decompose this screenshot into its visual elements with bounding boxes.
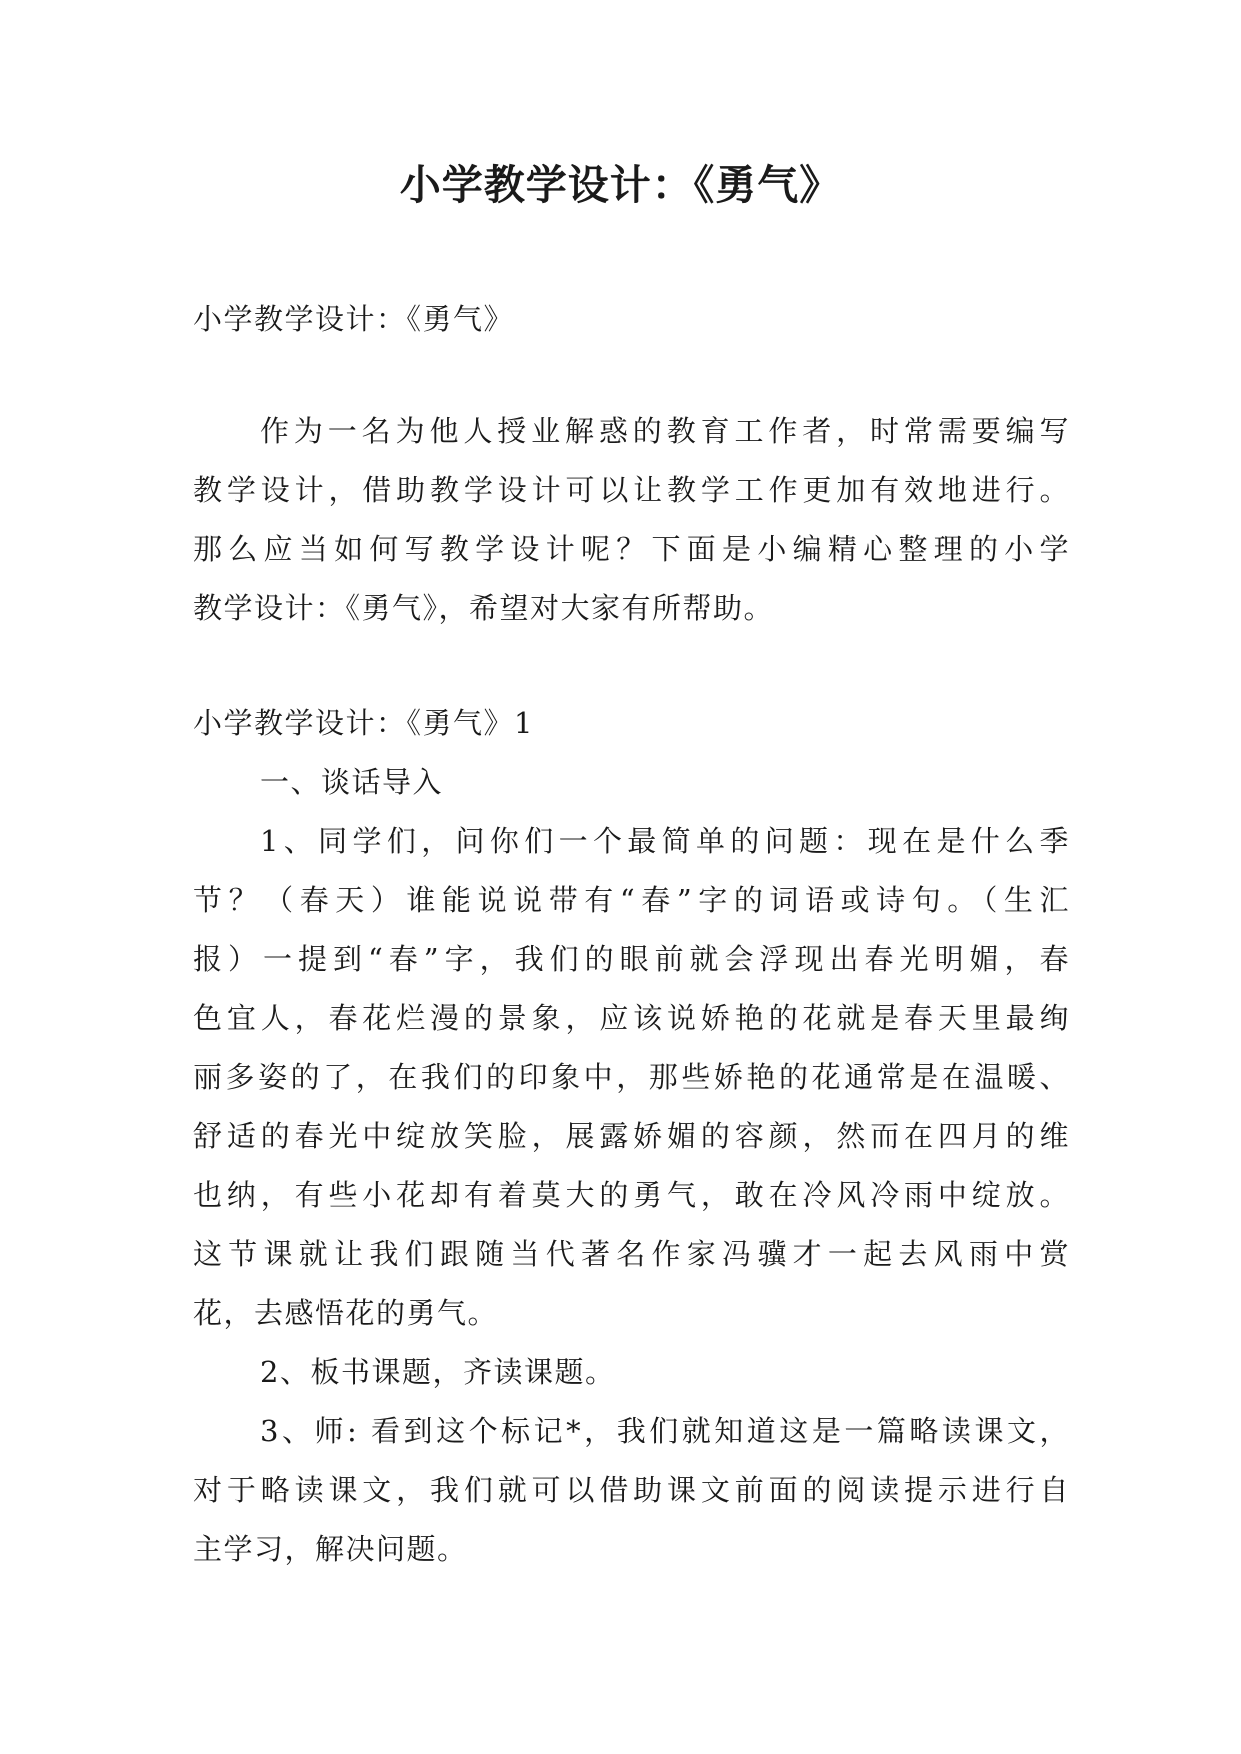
paragraph-line: 3、师: 看到这个标记*，我们就知道这是一篇略读课文， (260, 1414, 1070, 1448)
section-heading: 小学教学设计：《勇气》1 (193, 706, 534, 740)
paragraph-line: 作为一名为他人授业解惑的教育工作者，时常需要编写 (260, 414, 1070, 448)
document-subtitle: 小学教学设计：《勇气》 (193, 302, 515, 336)
paragraph-line: 报）一提到“春”字，我们的眼前就会浮现出春光明媚，春 (193, 942, 1070, 976)
paragraph-line: 主学习，解决问题。 (193, 1532, 468, 1566)
section-heading-block (193, 694, 1070, 812)
paragraph-line: 1、同学们，问你们一个最简单的问题：现在是什么季 (260, 824, 1070, 858)
item-2-paragraph (193, 1343, 1070, 1402)
paragraph-line: 那么应当如何写教学设计呢？下面是小编精心整理的小学 (193, 532, 1070, 566)
document-title: 小学教学设计：《勇气》 (399, 161, 842, 209)
paragraph-line: 舒适的春光中绽放笑脸，展露娇媚的容颜，然而在四月的维 (193, 1119, 1070, 1153)
paragraph-line: 节？（春天）谁能说说带有“春”字的词语或诗句。（生汇 (193, 883, 1070, 917)
paragraph-line: 这节课就让我们跟随当代著名作家冯骥才一起去风雨中赏 (193, 1237, 1070, 1271)
paragraph-line: 色宜人，春花烂漫的景象，应该说娇艳的花就是春天里最绚 (193, 1001, 1070, 1035)
paragraph-line: 丽多姿的了，在我们的印象中，那些娇艳的花通常是在温暖、 (193, 1060, 1070, 1094)
paragraph-line: 教学设计：《勇气》，希望对大家有所帮助。 (193, 591, 775, 625)
item-3-paragraph (193, 1402, 1070, 1579)
document-subtitle-block (193, 290, 1070, 349)
paragraph-line: 花，去感悟花的勇气。 (193, 1296, 499, 1330)
paragraph-line: 教学设计，借助教学设计可以让教学工作更加有效地进行。 (193, 473, 1070, 507)
item-1-paragraph (193, 812, 1070, 1343)
paragraph-line: 也纳，有些小花却有着莫大的勇气，敢在冷风冷雨中绽放。 (193, 1178, 1070, 1212)
intro-paragraph (193, 402, 1070, 638)
step-heading: 一、谈话导入 (260, 765, 444, 799)
paragraph-line: 2、板书课题，齐读课题。 (260, 1355, 616, 1389)
paragraph-line: 对于略读课文，我们就可以借助课文前面的阅读提示进行自 (193, 1473, 1070, 1507)
